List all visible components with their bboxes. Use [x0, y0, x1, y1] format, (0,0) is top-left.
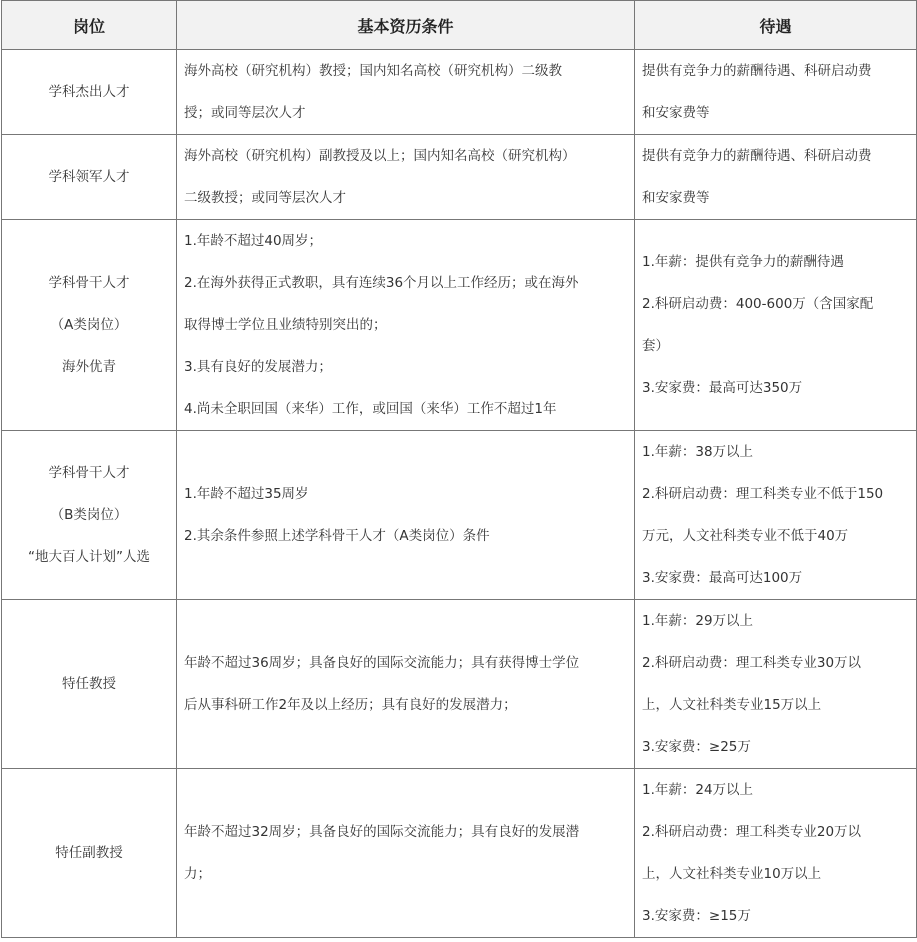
header-treatment: 待遇 [635, 1, 917, 50]
recruitment-table [1, 0, 917, 938]
treatment-cell [635, 431, 917, 600]
position-cell [2, 769, 177, 938]
treatment-line: 提供有竞争力的薪酬待遇、科研启动费 [642, 148, 872, 164]
header-conditions: 基本资历条件 [177, 1, 635, 50]
position-line: 学科领军人才 [48, 169, 130, 185]
position-line: （B类岗位） [50, 507, 128, 523]
condition-line: 3.具有良好的发展潜力； [184, 359, 332, 375]
header-row [2, 1, 917, 50]
treatment-line: 1.年薪：24万以上 [642, 782, 754, 798]
treatment-line: 套） [642, 338, 669, 354]
condition-line: 2.其余条件参照上述学科骨干人才（A类岗位）条件 [184, 528, 490, 544]
position-line: “地大百人计划”人选 [28, 549, 150, 565]
position-line: （A类岗位） [50, 317, 128, 333]
condition-line: 授；或同等层次人才 [184, 105, 306, 121]
condition-line: 海外高校（研究机构）副教授及以上；国内知名高校（研究机构） [184, 148, 576, 164]
position-cell [2, 220, 177, 431]
treatment-cell [635, 135, 917, 220]
condition-line: 二级教授；或同等层次人才 [184, 190, 346, 206]
treatment-line: 1.年薪：38万以上 [642, 444, 754, 460]
condition-line: 力； [184, 866, 211, 882]
conditions-cell [177, 135, 635, 220]
position-line: 学科杰出人才 [48, 84, 130, 100]
condition-line: 4.尚未全职回国（来华）工作，或回国（来华）工作不超过1年 [184, 401, 557, 417]
table-row [2, 600, 917, 769]
treatment-line: 万元，人文社科类专业不低于40万 [642, 528, 849, 544]
table-row [2, 135, 917, 220]
table-row [2, 220, 917, 431]
treatment-line: 1.年薪：提供有竞争力的薪酬待遇 [642, 254, 844, 270]
treatment-cell [635, 220, 917, 431]
treatment-line: 3.安家费：最高可达100万 [642, 570, 803, 586]
conditions-cell [177, 769, 635, 938]
treatment-cell [635, 50, 917, 135]
treatment-line: 和安家费等 [642, 105, 710, 121]
conditions-cell [177, 220, 635, 431]
position-line: 学科骨干人才 [48, 465, 130, 481]
position-cell [2, 431, 177, 600]
conditions-cell [177, 600, 635, 769]
treatment-line: 提供有竞争力的薪酬待遇、科研启动费 [642, 63, 872, 79]
conditions-cell [177, 50, 635, 135]
conditions-cell [177, 431, 635, 600]
treatment-line: 2.科研启动费：400-600万（含国家配 [642, 296, 874, 312]
table-row [2, 50, 917, 135]
position-cell [2, 50, 177, 135]
position-cell [2, 600, 177, 769]
treatment-line: 上，人文社科类专业10万以上 [642, 866, 822, 882]
position-line: 特任副教授 [55, 845, 123, 861]
treatment-line: 3.安家费：最高可达350万 [642, 380, 803, 396]
condition-line: 1.年龄不超过35周岁 [184, 486, 309, 502]
treatment-line: 2.科研启动费：理工科类专业20万以 [642, 824, 862, 840]
condition-line: 年龄不超过32周岁；具备良好的国际交流能力；具有良好的发展潜 [184, 824, 580, 840]
table-row [2, 431, 917, 600]
treatment-line: 2.科研启动费：理工科类专业不低于150 [642, 486, 884, 502]
treatment-line: 和安家费等 [642, 190, 710, 206]
position-cell [2, 135, 177, 220]
treatment-line: 3.安家费：≥25万 [642, 739, 751, 755]
treatment-cell [635, 600, 917, 769]
position-line: 海外优青 [62, 359, 116, 375]
header-position: 岗位 [2, 1, 177, 50]
treatment-line: 1.年薪：29万以上 [642, 613, 754, 629]
treatment-line: 3.安家费：≥15万 [642, 908, 751, 924]
condition-line: 2.在海外获得正式教职，具有连续36个月以上工作经历；或在海外 [184, 275, 579, 291]
table-row [2, 769, 917, 938]
condition-line: 年龄不超过36周岁；具备良好的国际交流能力；具有获得博士学位 [184, 655, 580, 671]
condition-line: 1.年龄不超过40周岁； [184, 233, 323, 249]
treatment-cell [635, 769, 917, 938]
position-line: 特任教授 [62, 676, 116, 692]
condition-line: 后从事科研工作2年及以上经历；具有良好的发展潜力； [184, 697, 517, 713]
condition-line: 海外高校（研究机构）教授；国内知名高校（研究机构）二级教 [184, 63, 562, 79]
condition-line: 取得博士学位且业绩特别突出的； [184, 317, 387, 333]
treatment-line: 上，人文社科类专业15万以上 [642, 697, 822, 713]
position-line: 学科骨干人才 [48, 275, 130, 291]
treatment-line: 2.科研启动费：理工科类专业30万以 [642, 655, 862, 671]
